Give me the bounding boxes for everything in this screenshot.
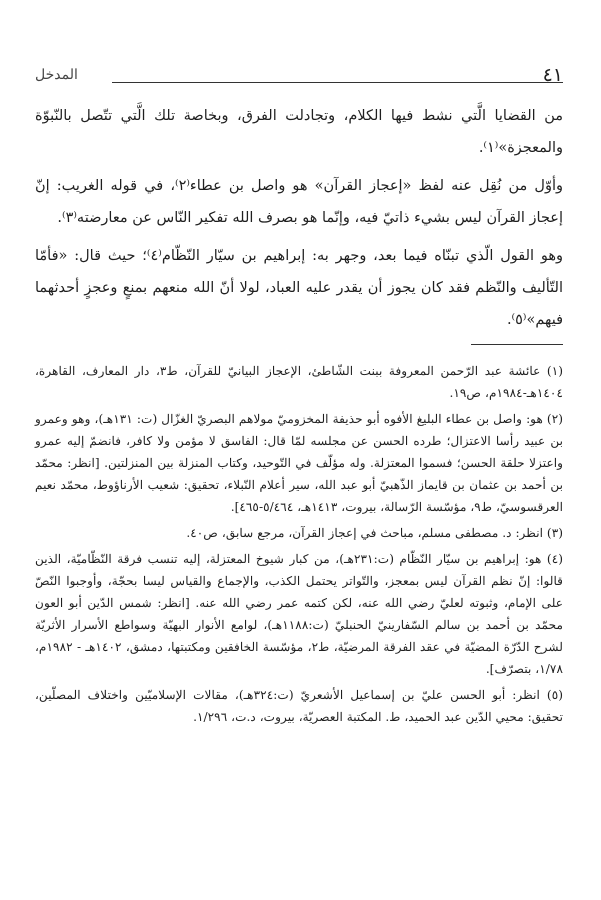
paragraph: من القضايا الَّتي نشط فيها الكلام، وتجادلت الفرق، وبخاصة تلك الَّتي تتّصل بالنّبوّة والمعجزة»⁽١⁾. <box>35 108 563 156</box>
page-header <box>35 64 563 88</box>
running-head: المدخل <box>35 67 78 83</box>
footnotes <box>35 360 563 732</box>
footnote: (٣) انظر: د. مصطفى مسلم، مباحث في إعجاز القرآن، مرجع سابق، ص٤٠. <box>186 526 563 540</box>
paragraph: وأوّل من نُقِل عنه لفظ «إعجاز القرآن» هو واصل بن عطاء⁽٢⁾، في قوله الغريب: إنّ إعجاز القرآن ليس بشيء ذاتيّ فيه، وإنّما هو بصرف الله تفكير النّاس عن معارضته⁽٣⁾. <box>35 178 563 226</box>
paragraph: وهو القول الّذي تبنّاه فيما بعد، وجهر به: إبراهيم بن سيّار النّظّام⁽٤⁾؛ حيث قال: «فأمّا التّأليف والنّظم فقد كان يجوز أن يقدر عليه العباد، لولا أنّ الله منعهم بمنعٍ وعجزٍ أحدثهما فيهم»⁽٥⁾. <box>35 248 564 328</box>
footnote: (٤) هو: إبراهيم بن سيّار النّظّام (ت:٢٣١هـ)، من كبار شيوخ المعتزلة، إليه تنسب فرقة النّظّاميّة، الذين قالوا: إنّ نظم القرآن ليس بمعجز، والتّواتر يحتمل الكذب، والإجماع والقياس ليسا بحجّة، وأوجبوا النّصّ على الإمام، وثبوته لعليّ رضي الله عنه، لكن كتمه عمر رضي الله عنه. [انظر: شمس الدّين أبو العون محمّد بن أحمد بن سالم السّفارينيّ الحنبليّ (ت:١١٨٨هـ)، لوامع الأنوار البهيّة وسواطع الأسرار الأثريّة لشرح الدّرّة المضيّة في عقد الفرقة المرضيّة، ط٢، مؤسّسة الخافقين ومكتبتها، دمشق، ١٤٠٢هـ - ١٩٨٢م، ١/٧٨، بتصرّف]. <box>35 552 563 676</box>
footnote-separator <box>471 344 563 345</box>
main-text <box>35 100 563 342</box>
page-number: ٤١ <box>542 64 563 86</box>
footnote: (٥) انظر: أبو الحسن عليّ بن إسماعيل الأشعريّ (ت:٣٢٤هـ)، مقالات الإسلاميّين واختلاف المصلّين، تحقيق: محيي الدّين عبد الحميد، ط. المكتبة العصريّة، بيروت، د.ت، ١/٢٩٦. <box>35 688 563 724</box>
footnote: (١) عائشة عبد الرّحمن المعروفة ببنت الشّاطئ، الإعجاز البيانيّ للقرآن، ط٣، دار المعارف، القاهرة، ١٤٠٤هـ-١٩٨٤م، ص١٩. <box>35 364 563 400</box>
footnote: (٢) هو: واصل بن عطاء البليغ الأفوه أبو حذيفة المخزوميّ مولاهم البصريّ الغزّال (ت: ١٣١هـ)، وهو وعمرو بن عبيد رأسا الاعتزال؛ طرده الحسن عن مجلسه لمّا قال: الفاسق لا مؤمن ولا كافر، فانضمّ إليه عمرو واعتزلا حلقة الحسن؛ فسموا المعتزلة. وله مؤلّف في التّوحيد، وكتاب المنزلة بين المنزلتين. [انظر: محمّد بن أحمد بن عثمان بن قايماز الذّهبيّ أبو عبد الله، سير أعلام النّبلاء، تحقيق: شعيب الأرناؤوط، محمّد نعيم العرقسوسيّ، ط٩، مؤسّسة الرّسالة، بيروت، ١٤١٣هـ، ٥/٤٦٤-٤٦٥]. <box>35 412 564 514</box>
header-rule <box>112 82 563 83</box>
